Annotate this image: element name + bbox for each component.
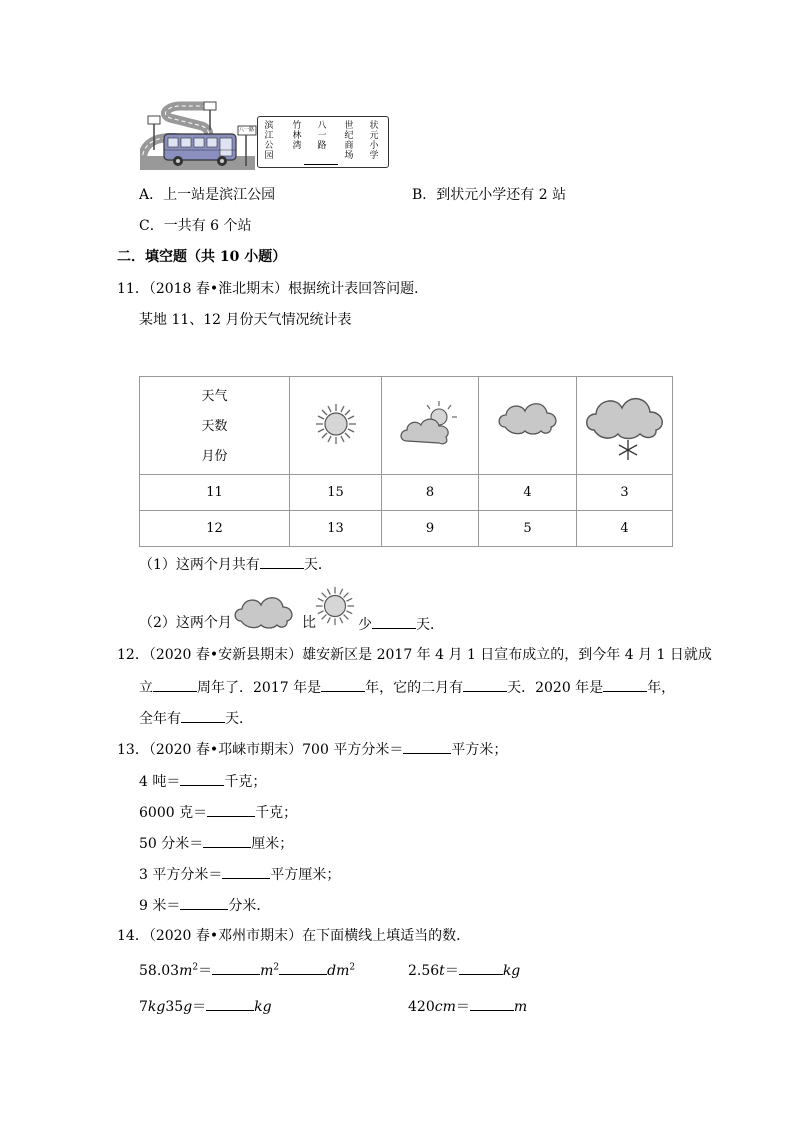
header-snow <box>577 377 673 475</box>
partly-cloudy-icon <box>399 399 461 449</box>
answer-blank[interactable] <box>372 614 416 629</box>
q11-sub2-tail: 少 天． <box>358 614 444 634</box>
header-label-days: 天数 <box>201 418 228 434</box>
cloud-icon <box>495 391 561 461</box>
q12-line3: 全年有 天． <box>139 708 253 728</box>
answer-blank[interactable] <box>180 895 228 910</box>
weather-stats-table <box>139 376 673 547</box>
q11-sub2-compare: 比 <box>302 615 316 631</box>
q13-line1: 13．（2020 春•邛崃市期末）700 平方分米＝ 平方米； <box>117 739 507 759</box>
header-cloudy <box>479 377 577 475</box>
q12-line1: 12．（2020 春•安新县期末）雄安新区是 2017 年 4 月 1 日宣布成立的，到今年 4 月 1 日就成 <box>117 647 712 663</box>
answer-blank[interactable] <box>203 833 251 848</box>
answer-blank[interactable] <box>222 864 270 879</box>
answer-blank[interactable] <box>180 771 224 786</box>
header-label-weather: 天气 <box>201 388 228 404</box>
stop-name-4: 世 纪 商 场 <box>344 121 354 161</box>
answer-blank[interactable] <box>603 677 647 692</box>
answer-blank[interactable] <box>403 739 451 754</box>
header-label-month: 月份 <box>201 448 228 464</box>
snow-cloud-icon <box>582 384 668 464</box>
sun-icon <box>314 585 356 627</box>
bus-stop-board <box>257 116 389 168</box>
table-cell: 3 <box>577 475 673 511</box>
stop-name-1: 滨 江 公 园 <box>264 121 274 161</box>
stop-name-2: 竹 林 湾 <box>292 121 302 151</box>
table-cell: 11 <box>140 475 290 511</box>
answer-blank[interactable] <box>153 677 197 692</box>
stop-name-3: 八 一 路 <box>317 121 327 151</box>
q10-option-a: A．上一站是滨江公园 <box>139 187 276 203</box>
answer-blank[interactable] <box>212 960 260 975</box>
q14-part3: 7kg35g＝ kg <box>139 996 272 1016</box>
q10-option-c: C．一共有 6 个站 <box>139 218 252 234</box>
q14-part2: 2.56t＝ kg <box>408 960 520 980</box>
q10-option-b: B．到状元小学还有 2 站 <box>412 187 567 203</box>
table-cell: 9 <box>382 511 479 547</box>
table-cell: 5 <box>479 511 577 547</box>
header-partly-cloudy <box>382 377 479 475</box>
q13-line4: 50 分米＝ 厘米； <box>139 833 293 853</box>
table-cell: 4 <box>479 475 577 511</box>
q11-sub2: （2）这两个月 <box>139 615 232 631</box>
answer-blank[interactable] <box>181 708 225 723</box>
q13-line2: 4 吨＝ 千克； <box>139 771 266 791</box>
q14-part4: 420cm＝ m <box>408 996 527 1016</box>
q12-line2: 立 周年了．2017 年是 年，它的二月有 天．2020 年是 年， <box>139 677 675 697</box>
table-cell: 15 <box>290 475 382 511</box>
sun-icon <box>314 402 358 446</box>
answer-blank[interactable] <box>321 677 365 692</box>
current-stop-marker <box>304 164 338 165</box>
q11-sub1: （1）这两个月共有 天． <box>139 554 332 574</box>
bus-sign-label: 八一路 <box>239 127 255 133</box>
table-cell: 13 <box>290 511 382 547</box>
table-cell: 12 <box>140 511 290 547</box>
answer-blank[interactable] <box>260 554 304 569</box>
q11-stem: 11．（2018 春•淮北期末）根据统计表回答问题． <box>117 281 429 297</box>
q13-line3: 6000 克＝ 千克； <box>139 802 297 822</box>
table-cell: 4 <box>577 511 673 547</box>
answer-blank[interactable] <box>206 996 254 1011</box>
q11-table-title: 某地 11、12 月份天气情况统计表 <box>139 312 352 328</box>
header-sunny <box>290 377 382 475</box>
q13-line5: 3 平方分米＝ 平方厘米； <box>139 864 340 884</box>
table-header-corner <box>140 377 290 475</box>
q14-part1: $58.03m^2= m^2$ $dm^2$ <box>139 960 355 980</box>
answer-blank[interactable] <box>463 677 507 692</box>
cloud-icon <box>229 591 299 631</box>
q14-stem: 14．（2020 春•邓州市期末）在下面横线上填适当的数． <box>117 928 471 944</box>
answer-blank[interactable] <box>207 802 255 817</box>
answer-blank[interactable] <box>459 960 503 975</box>
answer-blank[interactable] <box>470 996 514 1011</box>
table-cell: 8 <box>382 475 479 511</box>
q13-line6: 9 米＝ 分米． <box>139 895 270 915</box>
section-title: 二．填空题（共 10 小题） <box>117 249 287 265</box>
stop-name-5: 状 元 小 学 <box>369 121 379 161</box>
answer-blank[interactable] <box>279 960 327 975</box>
